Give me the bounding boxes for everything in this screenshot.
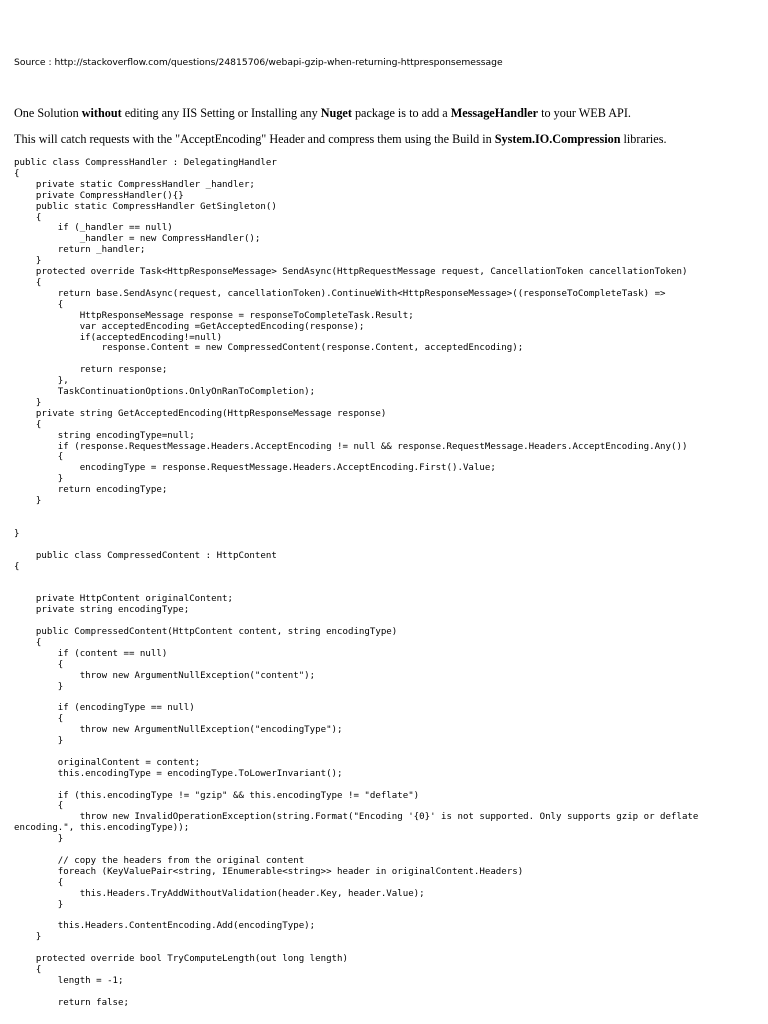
intro-p1-text-4: to your WEB API. [538, 106, 631, 120]
intro-p1-bold-without: without [81, 106, 122, 120]
intro-p1-text-2: editing any IIS Setting or Installing any [121, 106, 321, 120]
intro-p2-text-2: libraries. [620, 132, 667, 146]
intro-p1-bold-messagehandler: MessageHandler [450, 106, 539, 120]
intro-paragraph-2 [14, 132, 667, 147]
intro-p1-text-1: One Solution [14, 106, 82, 120]
intro-p2-text-1: This will catch requests with the "AcceptEncoding" Header and compress them using the Build in [14, 132, 495, 146]
code-block: public class CompressHandler : DelegatingHandler { private static CompressHandler _handler; private CompressHandler(){} public static CompressHandler GetSingleton() { if (_handler == null) _handler = new CompressHandler(); return _handler; } protected override Task<HttpResponseMessage> SendAsync(HttpRequestMessage request, CancellationToken cancellationToken) { return base.SendAsync(request, cancellationToken).ContinueWith<HttpResponseMessage>((responseToCompleteTask) => { HttpResponseMessage response = responseToCompleteTask.Result; var acceptedEncoding =GetAcceptedEncoding(response); if(acceptedEncoding!=null) response.Content = new CompressedContent(response.Content, acceptedEncoding); return response; }, TaskContinuationOptions.OnlyOnRanToCompletion); } private string GetAcceptedEncoding(HttpResponseMessage response) { string encodingType=null; if (response.RequestMessage.Headers.AcceptEncoding != null && response.RequestMessage.Headers.AcceptEncoding.Any()) { encodingType = response.RequestMessage.Headers.AcceptEncoding.First().Value; } return encodingType; } } public class CompressedContent : HttpContent { private HttpContent originalContent; private string encodingType; public CompressedContent(HttpContent content, string encodingType) { if (content == null) { throw new ArgumentNullException("content"); } if (encodingType == null) { throw new ArgumentNullException("encodingType"); } originalContent = content; this.encodingType = encodingType.ToLowerInvariant(); if (this.encodingType != "gzip" && this.encodingType != "deflate") { throw new InvalidOperationException(string.Format("Encoding '{0}' is not supported. Only supports gzip or deflate encoding.", this.encodingType)); } // copy the headers from the original content foreach (KeyValuePair<string, IEnumerable<string>> header in originalContent.Headers) { this.Headers.TryAddWithoutValidation(header.Key, header.Value); } this.Headers.ContentEncoding.Add(encodingType); } protected override bool TryComputeLength(out long length) { length = -1; return false; [14, 158, 699, 1008]
intro-p2-bold-compression: System.IO.Compression [494, 132, 621, 146]
intro-paragraph-1 [14, 106, 631, 121]
intro-p1-text-3: package is to add a [351, 106, 451, 120]
intro-p1-bold-nuget: Nuget [320, 106, 352, 120]
source-line: Source : http://stackoverflow.com/questions/24815706/webapi-gzip-when-returning-httpresponsemessage [14, 57, 503, 68]
